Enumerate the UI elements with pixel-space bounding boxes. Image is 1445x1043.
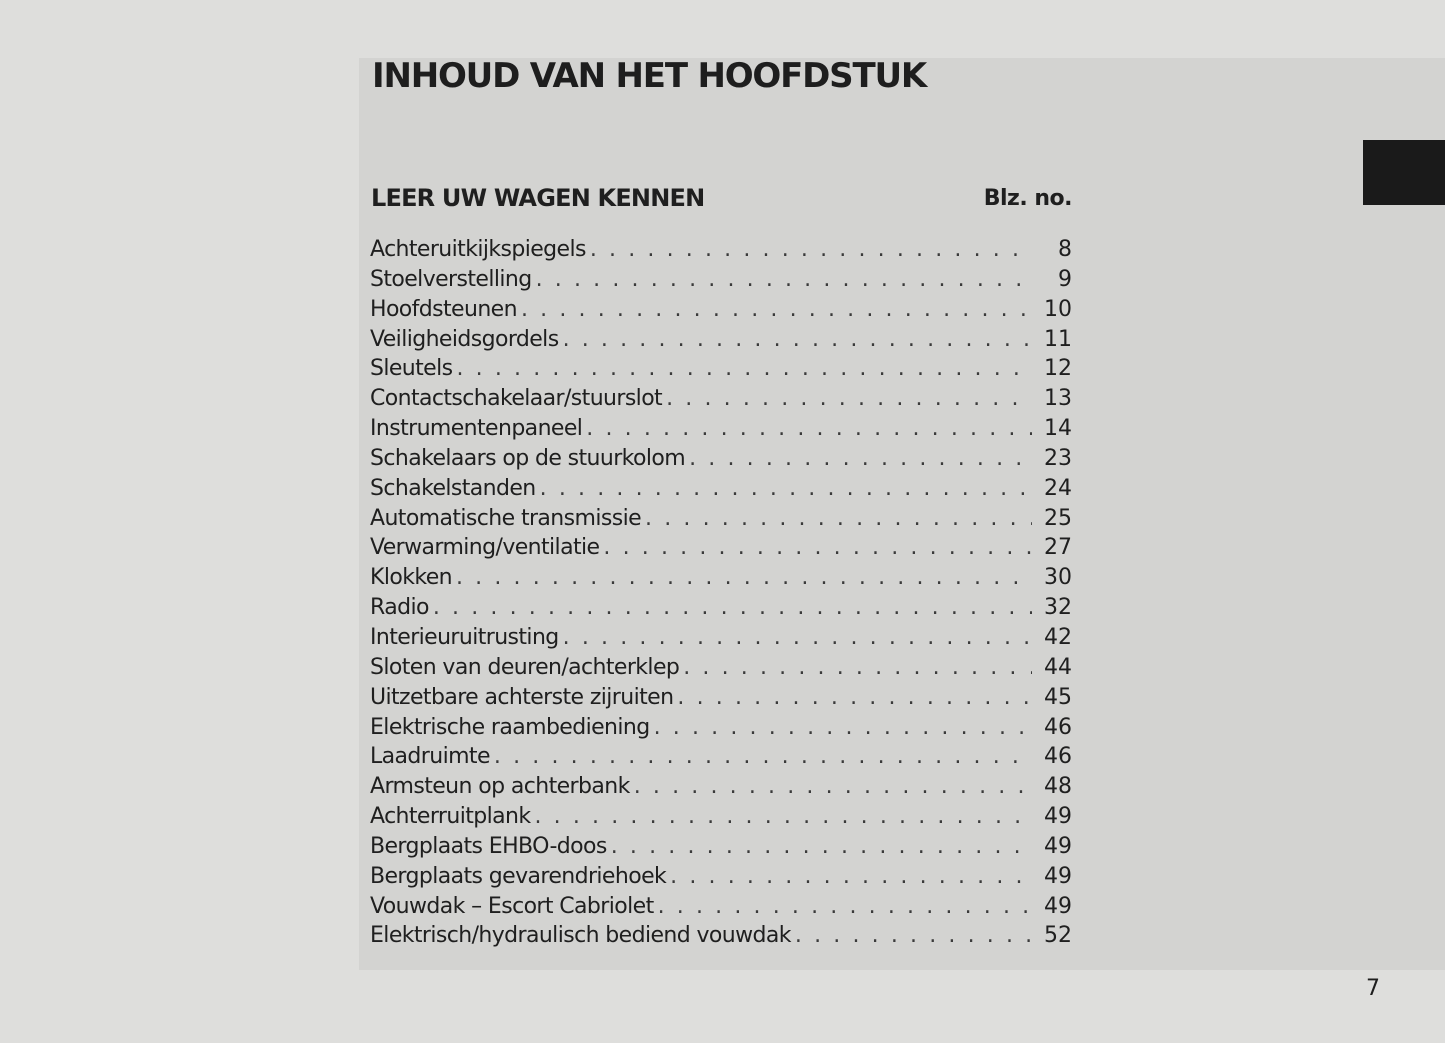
toc-dot-leader [634, 774, 1032, 799]
chapter-tab-marker [1363, 140, 1445, 205]
toc-entry-page: 10 [1044, 296, 1072, 322]
toc-entry-label: Interieuruitrusting [370, 624, 559, 650]
chapter-heading: INHOUD VAN HET HOOFDSTUK [372, 56, 926, 96]
toc-entry[interactable] [370, 625, 1072, 655]
toc-entry[interactable] [370, 864, 1072, 894]
toc-entry-page: 49 [1044, 833, 1072, 859]
toc-dot-leader [689, 446, 1032, 471]
toc-dot-leader [563, 625, 1032, 650]
toc-entry[interactable] [370, 327, 1072, 357]
toc-entry[interactable] [370, 834, 1072, 864]
toc-entry[interactable] [370, 685, 1072, 715]
toc-entry-page: 27 [1044, 535, 1072, 561]
toc-entry-label: Contactschakelaar/stuurslot [370, 386, 663, 412]
toc-dot-leader [590, 237, 1032, 262]
toc-dot-leader [654, 715, 1032, 740]
toc-entry-label: Uitzetbare achterste zijruiten [370, 684, 674, 710]
toc-entry-page: 49 [1044, 804, 1072, 830]
toc-entry[interactable] [370, 446, 1072, 476]
toc-entry-label: Bergplaats EHBO-doos [370, 833, 607, 859]
toc-entry[interactable] [370, 715, 1072, 745]
toc-dot-leader [645, 506, 1032, 531]
toc-entry[interactable] [370, 655, 1072, 685]
toc-entry-page: 46 [1044, 714, 1072, 740]
toc-entry[interactable] [370, 894, 1072, 924]
toc-entry-page: 52 [1044, 923, 1072, 949]
toc-entry-page: 42 [1044, 624, 1072, 650]
toc-dot-leader [677, 685, 1032, 710]
toc-entry-page: 45 [1044, 684, 1072, 710]
table-of-contents [370, 237, 1072, 953]
toc-entry-label: Automatische transmissie [370, 505, 642, 531]
toc-entry-page: 9 [1058, 266, 1072, 292]
toc-entry[interactable] [370, 416, 1072, 446]
toc-entry-page: 32 [1044, 595, 1072, 621]
toc-entry-page: 11 [1044, 326, 1072, 352]
page-number: 7 [1366, 976, 1380, 1001]
toc-entry-page: 49 [1044, 863, 1072, 889]
toc-dot-leader [666, 386, 1032, 411]
toc-dot-leader [457, 356, 1033, 381]
toc-entry-label: Instrumentenpaneel [370, 416, 583, 442]
toc-dot-leader [456, 565, 1032, 590]
toc-entry-page: 49 [1044, 893, 1072, 919]
toc-entry-label: Veiligheidsgordels [370, 326, 559, 352]
toc-dot-leader [603, 535, 1032, 560]
toc-entry-page: 14 [1044, 416, 1072, 442]
section-title: LEER UW WAGEN KENNEN [371, 184, 705, 212]
toc-entry-label: Achteruitkijkspiegels [370, 237, 586, 262]
toc-entry[interactable] [370, 237, 1072, 267]
toc-dot-leader [683, 655, 1032, 680]
toc-entry-label: Achterruitplank [370, 804, 531, 830]
toc-entry-page: 48 [1044, 774, 1072, 800]
toc-dot-leader [611, 834, 1032, 859]
toc-entry-label: Bergplaats gevarendriehoek [370, 863, 667, 889]
toc-entry[interactable] [370, 267, 1072, 297]
toc-dot-leader [535, 804, 1033, 829]
toc-entry-label: Armsteun op achterbank [370, 774, 630, 800]
page-column-label: Blz. no. [983, 186, 1072, 211]
toc-entry-page: 24 [1044, 475, 1072, 501]
toc-entry-page: 44 [1044, 654, 1072, 680]
toc-entry[interactable] [370, 506, 1072, 536]
toc-entry-label: Sloten van deuren/achterklep [370, 654, 680, 680]
toc-entry-label: Schakelaars op de stuurkolom [370, 445, 686, 471]
toc-dot-leader [536, 267, 1032, 292]
toc-entry-label: Laadruimte [370, 744, 490, 770]
toc-entry-page: 8 [1058, 237, 1072, 262]
toc-entry-page: 12 [1044, 356, 1072, 382]
toc-entry[interactable] [370, 356, 1072, 386]
toc-dot-leader [586, 416, 1032, 441]
toc-dot-leader [670, 864, 1032, 889]
toc-dot-leader [795, 923, 1032, 948]
toc-entry-label: Verwarming/ventilatie [370, 535, 600, 561]
toc-entry-page: 25 [1044, 505, 1072, 531]
toc-entry-page: 23 [1044, 445, 1072, 471]
toc-entry[interactable] [370, 804, 1072, 834]
toc-dot-leader [433, 595, 1032, 620]
toc-entry-label: Radio [370, 595, 429, 621]
toc-dot-leader [494, 744, 1032, 769]
toc-entry[interactable] [370, 476, 1072, 506]
toc-entry-label: Elektrische raambediening [370, 714, 650, 740]
toc-entry[interactable] [370, 744, 1072, 774]
toc-entry[interactable] [370, 297, 1072, 327]
toc-entry-page: 30 [1044, 565, 1072, 591]
toc-entry[interactable] [370, 386, 1072, 416]
toc-entry[interactable] [370, 774, 1072, 804]
toc-entry[interactable] [370, 565, 1072, 595]
toc-dot-leader [563, 327, 1032, 352]
toc-entry-label: Stoelverstelling [370, 266, 532, 292]
toc-dot-leader [521, 297, 1032, 322]
toc-entry-page: 46 [1044, 744, 1072, 770]
toc-entry-label: Sleutels [370, 356, 453, 382]
toc-entry-label: Hoofdsteunen [370, 296, 517, 322]
toc-entry-label: Vouwdak – Escort Cabriolet [370, 893, 654, 919]
toc-entry[interactable] [370, 923, 1072, 953]
toc-entry-label: Elektrisch/hydraulisch bediend vouwdak [370, 923, 791, 949]
toc-dot-leader [658, 894, 1032, 919]
toc-entry-page: 13 [1044, 386, 1072, 412]
toc-entry[interactable] [370, 595, 1072, 625]
toc-dot-leader [540, 476, 1032, 501]
toc-entry[interactable] [370, 535, 1072, 565]
toc-entry-label: Klokken [370, 565, 452, 591]
toc-entry-label: Schakelstanden [370, 475, 536, 501]
